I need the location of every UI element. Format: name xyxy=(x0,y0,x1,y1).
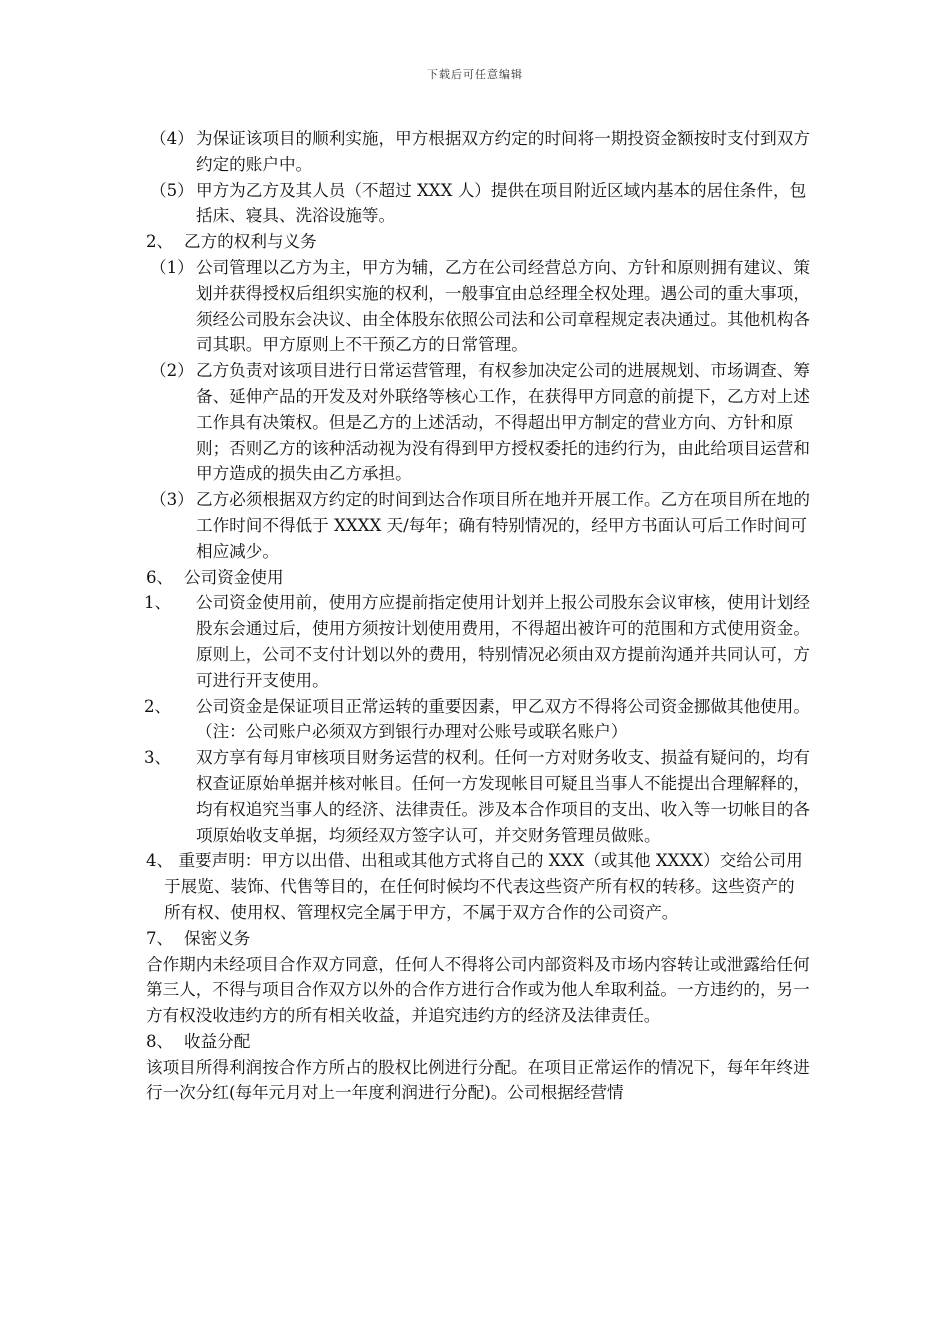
clause-text: 公司资金是保证项目正常运转的重要因素，甲乙双方不得将公司资金挪做其他使用。（注：公司账户必须双方到银行办理对公账号或联名账户） xyxy=(196,696,810,742)
clause-marker: （3） xyxy=(150,490,194,510)
clause-2-1 xyxy=(146,255,810,358)
section-number: 2、 xyxy=(146,232,174,252)
clause-1-4 xyxy=(146,126,810,178)
clause-text: 公司资金使用前，使用方应提前指定使用计划并上报公司股东会议审核，使用计划经股东会通过后，使用方须按计划使用费用，不得超出被许可的范围和方式使用资金。原则上，公司不支付计划以外的费用，特别情况必须由双方提前沟通并共同认可，方可进行开支使用。 xyxy=(196,593,810,690)
section-number: 6、 xyxy=(146,567,174,587)
section-number: 8、 xyxy=(146,1031,174,1051)
clause-6-3 xyxy=(146,745,810,848)
clause-marker: （5） xyxy=(150,180,194,200)
page-header: 下载后可任意编辑 xyxy=(427,68,523,81)
clause-marker: 1、 xyxy=(144,593,172,613)
clause-marker: 3、 xyxy=(144,748,172,768)
section-heading-6 xyxy=(146,565,810,591)
clause-6-4 xyxy=(146,848,810,925)
clause-marker: （1） xyxy=(150,257,194,277)
clause-text: 公司管理以乙方为主，甲方为辅，乙方在公司经营总方向、方针和原则拥有建议、策划并获得授权后组织实施的权利，一般事宜由总经理全权处理。遇公司的重大事项，须经公司股东会决议、由全体股东依照公司法和公司章程规定表决通过。其他机构各司其职。甲方原则上不干预乙方的日常管理。 xyxy=(196,257,810,355)
section-title: 乙方的权利与义务 xyxy=(184,232,317,252)
paragraph-profit-distribution: 该项目所得利润按合作方所占的股权比例进行分配。在项目正常运作的情况下，每年年终进行一次分红(每年元月对上一年度利润进行分配)。公司根据经营情 xyxy=(146,1057,810,1103)
section-title: 收益分配 xyxy=(184,1031,251,1051)
clause-text: 甲方为乙方及其人员（不超过 XXX 人）提供在项目附近区域内基本的居住条件，包括床、寝具、洗浴设施等。 xyxy=(196,180,807,226)
section-heading-8 xyxy=(146,1029,810,1055)
clause-text: 重要声明：甲方以出借、出租或其他方式将自己的 XXX（或其他 XXXX）交给公司用于展览、装饰、代售等目的，在任何时候均不代表这些资产所有权的转移。这些资产的所有权、使用权、管理权完全属于甲方，不属于双方合作的公司资产。 xyxy=(164,851,803,922)
clause-marker: （4） xyxy=(150,129,194,148)
section-title: 公司资金使用 xyxy=(184,567,284,587)
section-title: 保密义务 xyxy=(184,928,251,948)
clause-6-2 xyxy=(146,694,810,746)
clause-text: 双方享有每月审核项目财务运营的权利。任何一方对财务收支、损益有疑问的，均有权查证原始单据并核对帐目。任何一方发现帐目可疑且当事人不能提出合理解释的，均有权追究当事人的经济、法律责任。涉及本合作项目的支出、收入等一切帐目的各项原始收支单据，均须经双方签字认可，并交财务管理员做账。 xyxy=(196,748,810,845)
clause-marker: （2） xyxy=(150,361,194,381)
clause-text: 为保证该项目的顺利实施，甲方根据双方约定的时间将一期投资金额按时支付到双方约定的账户中。 xyxy=(196,129,810,174)
document-body xyxy=(146,126,810,1106)
clause-1-5 xyxy=(146,178,810,230)
paragraph-confidentiality: 合作期内未经项目合作双方同意，任何人不得将公司内部资料及市场内容转让或泄露给任何第三人，不得与项目合作双方以外的合作方进行合作或为他人牟取利益。一方违约的，另一方有权没收违约方的所有相关收益，并追究违约方的经济及法律责任。 xyxy=(146,954,810,1026)
clause-6-1 xyxy=(146,590,810,693)
section-number: 7、 xyxy=(146,928,174,948)
section-heading-2 xyxy=(146,229,810,255)
clause-marker: 2、 xyxy=(144,696,172,716)
clause-marker: 4、 xyxy=(146,851,174,871)
section-heading-7 xyxy=(146,926,810,952)
clause-text: 乙方必须根据双方约定的时间到达合作项目所在地并开展工作。乙方在项目所在地的工作时间不得低于 XXXX 天/每年；确有特别情况的，经甲方书面认可后工作时间可相应减少。 xyxy=(196,490,810,561)
clause-2-2 xyxy=(146,358,810,487)
clause-2-3 xyxy=(146,487,810,564)
clause-text: 乙方负责对该项目进行日常运营管理，有权参加决定公司的进展规划、市场调查、筹备、延伸产品的开发及对外联络等核心工作，在获得甲方同意的前提下，乙方对上述工作具有决策权。但是乙方的上述活动，不得超出甲方制定的营业方向、方针和原则；否则乙方的该种活动视为没有得到甲方授权委托的违约行为，由此给项目运营和甲方造成的损失由乙方承担。 xyxy=(196,361,810,484)
